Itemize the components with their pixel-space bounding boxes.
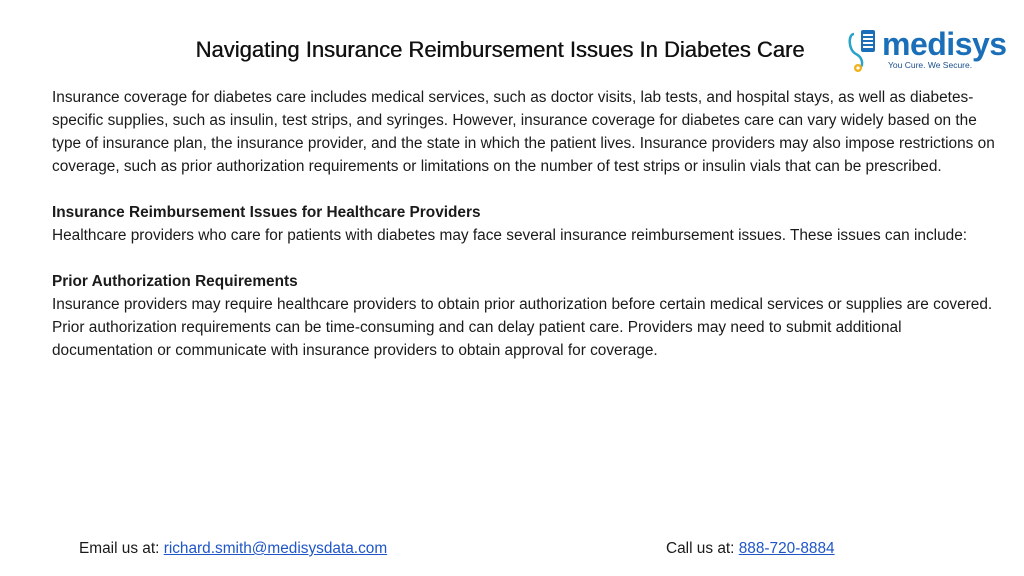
section-heading: Insurance Reimbursement Issues for Healthcare Providers	[52, 204, 481, 221]
phone-label: Call us at:	[666, 540, 739, 557]
company-logo[interactable]	[844, 24, 1016, 74]
section-heading: Prior Authorization Requirements	[52, 273, 298, 290]
section-text: Insurance providers may require healthcare providers to obtain prior authorization before certain medical services or supplies are covered. Prior authorization requirements can be time-consuming and can delay patient care. Providers may need to submit additional documentation or communicate with insurance providers to obtain approval for coverage.	[52, 296, 993, 359]
email-label: Email us at:	[79, 540, 164, 557]
section-reimbursement-issues	[52, 201, 1002, 247]
footer-phone	[666, 538, 835, 560]
intro-paragraph: Insurance coverage for diabetes care includes medical services, such as doctor visits, lab tests, and hospital stays, as well as diabetes-specific supplies, such as insulin, test strips, and syringes. However, insurance coverage for diabetes care can vary widely based on the type of insurance plan, the insurance provider, and the state in which the patient lives. Insurance providers may also impose restrictions on coverage, such as prior authorization requirements or limitations on the number of test strips or insulin vials that can be prescribed.	[52, 89, 995, 175]
logo-wordmark: medisys	[882, 26, 1007, 62]
page-title: Navigating Insurance Reimbursement Issues In Diabetes Care	[195, 37, 805, 62]
email-link[interactable]: richard.smith@medisysdata.com	[163, 540, 388, 557]
footer-email	[79, 538, 387, 560]
stethoscope-clipboard-icon	[844, 28, 884, 72]
article-body	[52, 86, 1002, 385]
section-prior-authorization	[52, 270, 1002, 362]
logo-tagline: You Cure. We Secure.	[888, 60, 973, 70]
section-text: Healthcare providers who care for patients with diabetes may face several insurance reimbursement issues. These issues can include:	[52, 227, 968, 244]
phone-link[interactable]: 888-720-8884	[738, 540, 835, 557]
